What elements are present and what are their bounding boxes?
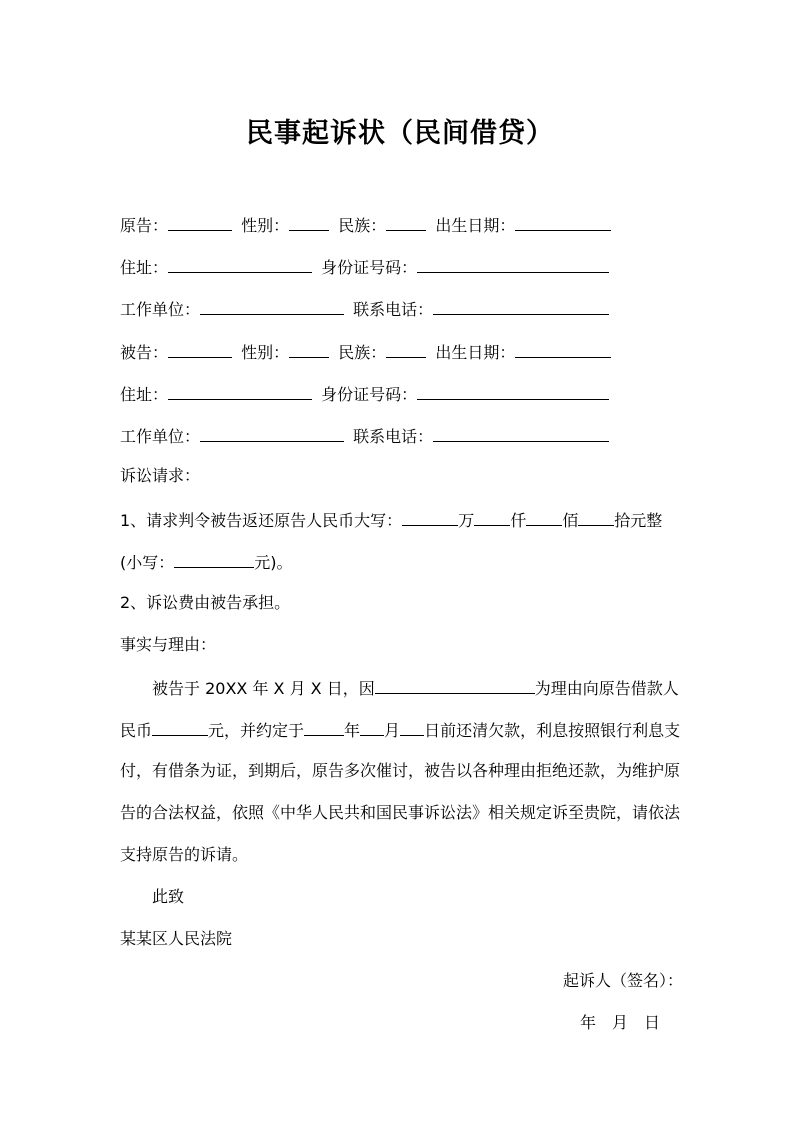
facts-heading: 事实与理由：: [120, 635, 217, 654]
facts-line-2-d: 月: [384, 721, 401, 740]
defendant-birthdate-blank[interactable]: [515, 341, 611, 358]
lowercase-amount-blank[interactable]: [174, 551, 254, 568]
facts-line-2: [120, 719, 680, 741]
defendant-phone-blank[interactable]: [433, 425, 609, 442]
defendant-ethnicity-blank[interactable]: [386, 341, 426, 358]
defendant-address-label: 住址：: [120, 385, 169, 404]
plaintiff-employer-row: [120, 298, 609, 320]
unit-shi: 拾元整: [614, 511, 663, 530]
plaintiff-name-blank[interactable]: [168, 214, 232, 231]
facts-line-2-a: 民币: [120, 721, 153, 740]
amount-wan-blank[interactable]: [402, 509, 458, 526]
plaintiff-id-label: 身份证号码：: [321, 258, 418, 277]
defendant-address-row: [120, 383, 609, 405]
amount-bai-blank[interactable]: [526, 509, 562, 526]
amount-qian-blank[interactable]: [474, 509, 510, 526]
plaintiff-employer-blank[interactable]: [200, 298, 344, 315]
facts-line-1: [152, 677, 679, 699]
defendant-name-blank[interactable]: [168, 341, 232, 358]
amount-shi-blank[interactable]: [578, 509, 614, 526]
defendant-employer-label: 工作单位：: [120, 427, 201, 446]
due-month-blank[interactable]: [360, 719, 384, 736]
plaintiff-phone-label: 联系电话：: [353, 300, 434, 319]
date-line: 年 月 日: [580, 1013, 661, 1032]
plaintiff-birthdate-label: 出生日期：: [435, 216, 516, 235]
facts-line-1-a: 被告于 20XX 年 X 月 X 日，因: [152, 679, 375, 698]
unit-wan: 万: [458, 511, 475, 530]
facts-line-2-b: 元，并约定于: [208, 721, 305, 740]
unit-qian: 仟: [510, 511, 527, 530]
defendant-id-blank[interactable]: [417, 383, 609, 400]
defendant-name-label: 被告：: [120, 343, 169, 362]
claims-heading: 诉讼请求：: [120, 466, 201, 485]
court-name: 某某区人民法院: [120, 929, 233, 948]
defendant-address-blank[interactable]: [168, 383, 312, 400]
plaintiff-ethnicity-blank[interactable]: [386, 214, 426, 231]
plaintiff-name-label: 原告：: [120, 216, 169, 235]
plaintiff-phone-blank[interactable]: [433, 298, 609, 315]
facts-line-1-b: 为理由向原告借款人: [534, 679, 679, 698]
plaintiff-ethnicity-label: 民族：: [338, 216, 387, 235]
defendant-ethnicity-label: 民族：: [338, 343, 387, 362]
loan-reason-blank[interactable]: [375, 677, 535, 694]
defendant-employer-blank[interactable]: [200, 425, 344, 442]
closing-regards: 此致: [152, 887, 185, 906]
defendant-phone-label: 联系电话：: [353, 427, 434, 446]
due-day-blank[interactable]: [400, 719, 424, 736]
defendant-gender-label: 性别：: [241, 343, 290, 362]
facts-line-2-e: 日前还清欠款，利息按照银行利息支: [424, 721, 681, 740]
plaintiff-address-row: [120, 256, 609, 278]
due-year-blank[interactable]: [304, 719, 344, 736]
defendant-birthdate-label: 出生日期：: [435, 343, 516, 362]
unit-bai: 佰: [562, 511, 579, 530]
facts-line-3: 付，有借条为证，到期后，原告多次催讨，被告以各种理由拒绝还款，为维护原: [120, 761, 681, 780]
plaintiff-address-blank[interactable]: [168, 256, 312, 273]
facts-line-4: 告的合法权益，依照《中华人民共和国民事诉讼法》相关规定诉至贵院，请依法: [120, 803, 681, 822]
document-title: 民事起诉状（民间借贷）: [246, 118, 554, 149]
facts-line-2-c: 年: [344, 721, 361, 740]
claim-item-1-prefix: 1、请求判令被告返还原告人民币大写：: [120, 511, 403, 530]
defendant-employer-row: [120, 425, 609, 447]
plaintiff-birthdate-blank[interactable]: [515, 214, 611, 231]
defendant-id-label: 身份证号码：: [321, 385, 418, 404]
lowercase-prefix: (小写：: [120, 553, 175, 572]
plaintiff-gender-blank[interactable]: [289, 214, 329, 231]
claim-item-2: 2、诉讼费由被告承担。: [120, 593, 291, 612]
plaintiff-gender-label: 性别：: [241, 216, 290, 235]
facts-line-5: 支持原告的诉请。: [120, 845, 249, 864]
plaintiff-employer-label: 工作单位：: [120, 300, 201, 319]
claim-item-1-lowercase: [120, 551, 293, 573]
plaintiff-id-blank[interactable]: [417, 256, 609, 273]
plaintiff-basic-row: [120, 214, 611, 236]
lowercase-suffix: 元)。: [254, 553, 293, 572]
defendant-gender-blank[interactable]: [289, 341, 329, 358]
loan-amount-blank[interactable]: [152, 719, 208, 736]
plaintiff-address-label: 住址：: [120, 258, 169, 277]
signature-label: 起诉人（签名）：: [563, 971, 684, 990]
claim-item-1: [120, 509, 662, 531]
defendant-basic-row: [120, 341, 611, 363]
